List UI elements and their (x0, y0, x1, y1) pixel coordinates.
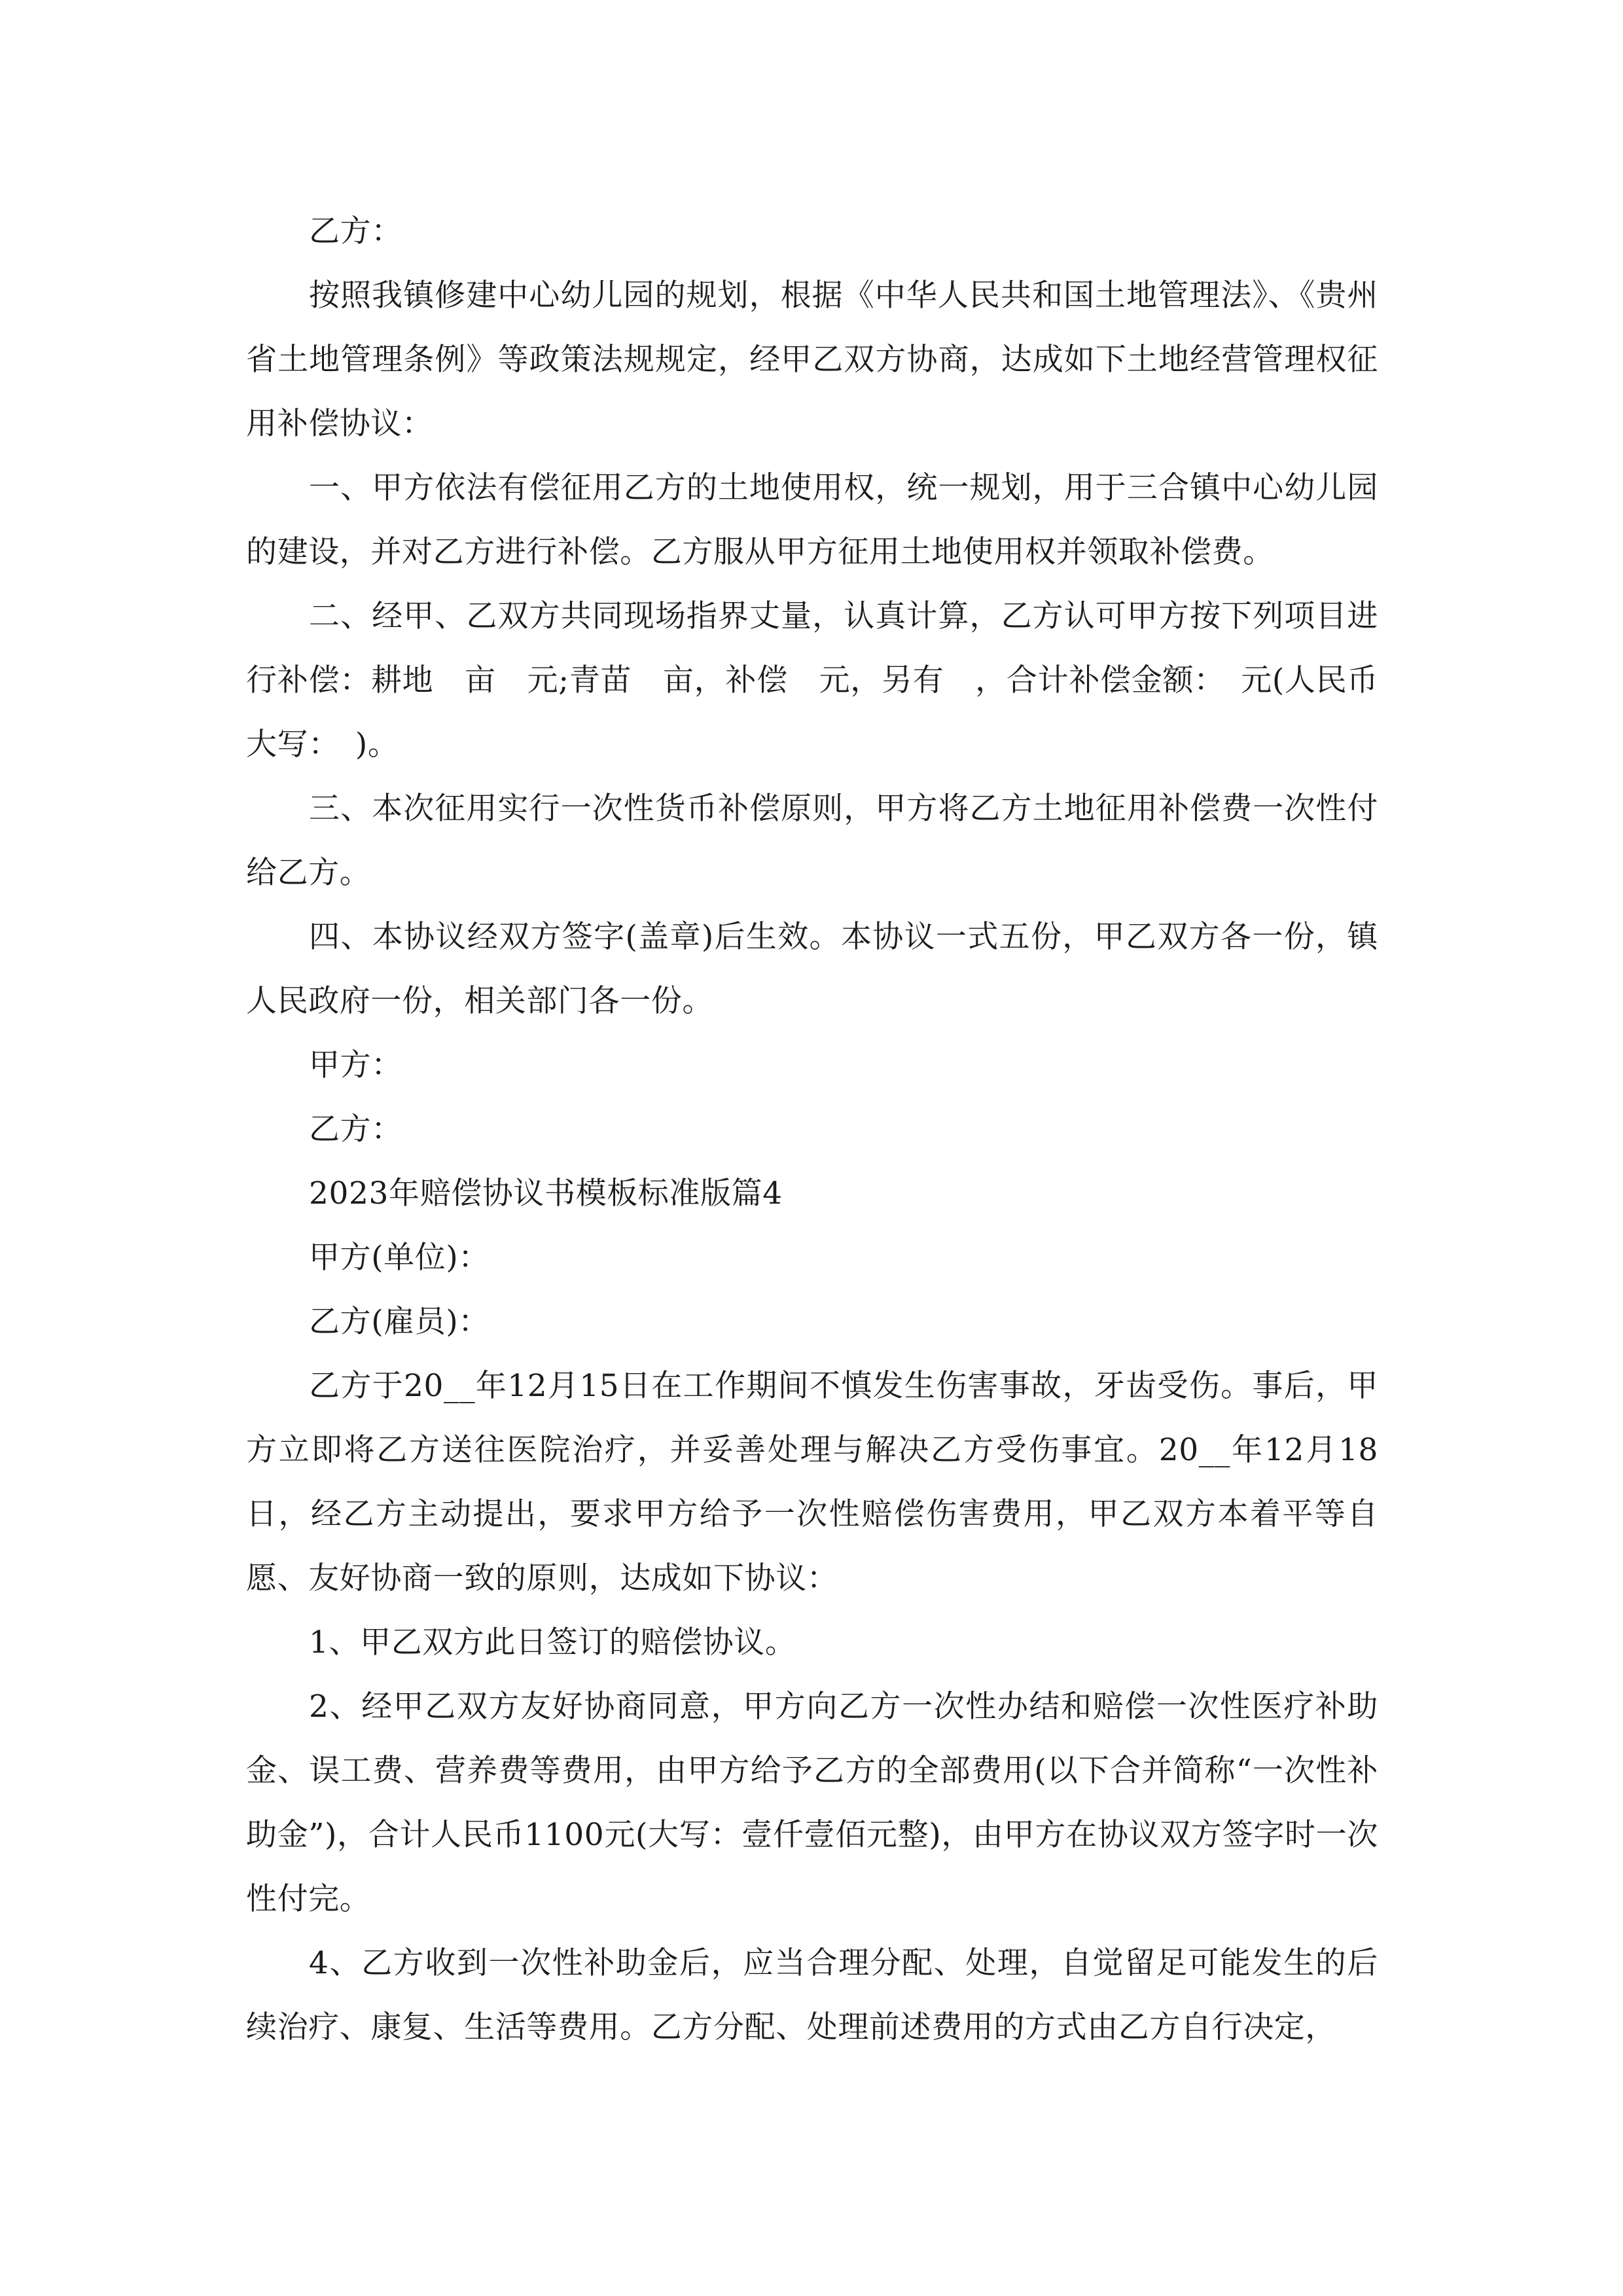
item-2: 2、经甲乙双方友好协商同意，甲方向乙方一次性办结和赔偿一次性医疗补助金、误工费、营养费等费用，由甲方给予乙方的全部费用(以下合并简称“一次性补助金”)，合计人民币1100元(大写：壹仟壹佰元整)，由甲方在协议双方签字时一次性付完。 (246, 1689, 1378, 1917)
clause-3: 三、本次征用实行一次性货币补偿原则，甲方将乙方土地征用补偿费一次性付给乙方。 (246, 791, 1378, 891)
agreement-preamble: 按照我镇修建中心幼儿园的规划，根据《中华人民共和国土地管理法》、《贵州省土地管理条例》等政策法规规定，经甲乙双方协商，达成如下土地经营管理权征用补偿协议： (246, 278, 1378, 442)
party-b-signature-label: 乙方： (309, 1111, 402, 1147)
document-body (246, 200, 1378, 2060)
party-a-unit-label: 甲方(单位)： (309, 1240, 490, 1276)
clause-1: 一、甲方依法有偿征用乙方的土地使用权，统一规划，用于三合镇中心幼儿园的建设，并对乙方进行补偿。乙方服从甲方征用土地使用权并领取补偿费。 (246, 470, 1378, 570)
item-1: 1、甲乙双方此日签订的赔偿协议。 (309, 1624, 796, 1660)
section-heading: 2023年赔偿协议书模板标准版篇4 (309, 1175, 783, 1211)
party-b-employee-label: 乙方(雇员)： (309, 1304, 490, 1340)
clause-2: 二、经甲、乙双方共同现场指界丈量，认真计算，乙方认可甲方按下列项目进行补偿：耕地 亩 元;青苗 亩，补偿 元，另有 ，合计补偿金额： 元(人民币大写： )。 (246, 598, 1378, 762)
incident-description: 乙方于20__年12月15日在工作期间不慎发生伤害事故，牙齿受伤。事后，甲方立即将乙方送往医院治疗，并妥善处理与解决乙方受伤事宜。20__年12月18日，经乙方主动提出，要求甲方给予一次性赔偿伤害费用，甲乙双方本着平等自愿、友好协商一致的原则，达成如下协议： (246, 1368, 1378, 1596)
party-b-label-top: 乙方： (309, 213, 402, 249)
clause-4: 四、本协议经双方签字(盖章)后生效。本协议一式五份，甲乙双方各一份，镇人民政府一份，相关部门各一份。 (246, 919, 1378, 1019)
party-a-signature-label: 甲方： (309, 1047, 402, 1083)
item-4: 4、乙方收到一次性补助金后，应当合理分配、处理，自觉留足可能发生的后续治疗、康复、生活等费用。乙方分配、处理前述费用的方式由乙方自行决定， (246, 1945, 1378, 2045)
